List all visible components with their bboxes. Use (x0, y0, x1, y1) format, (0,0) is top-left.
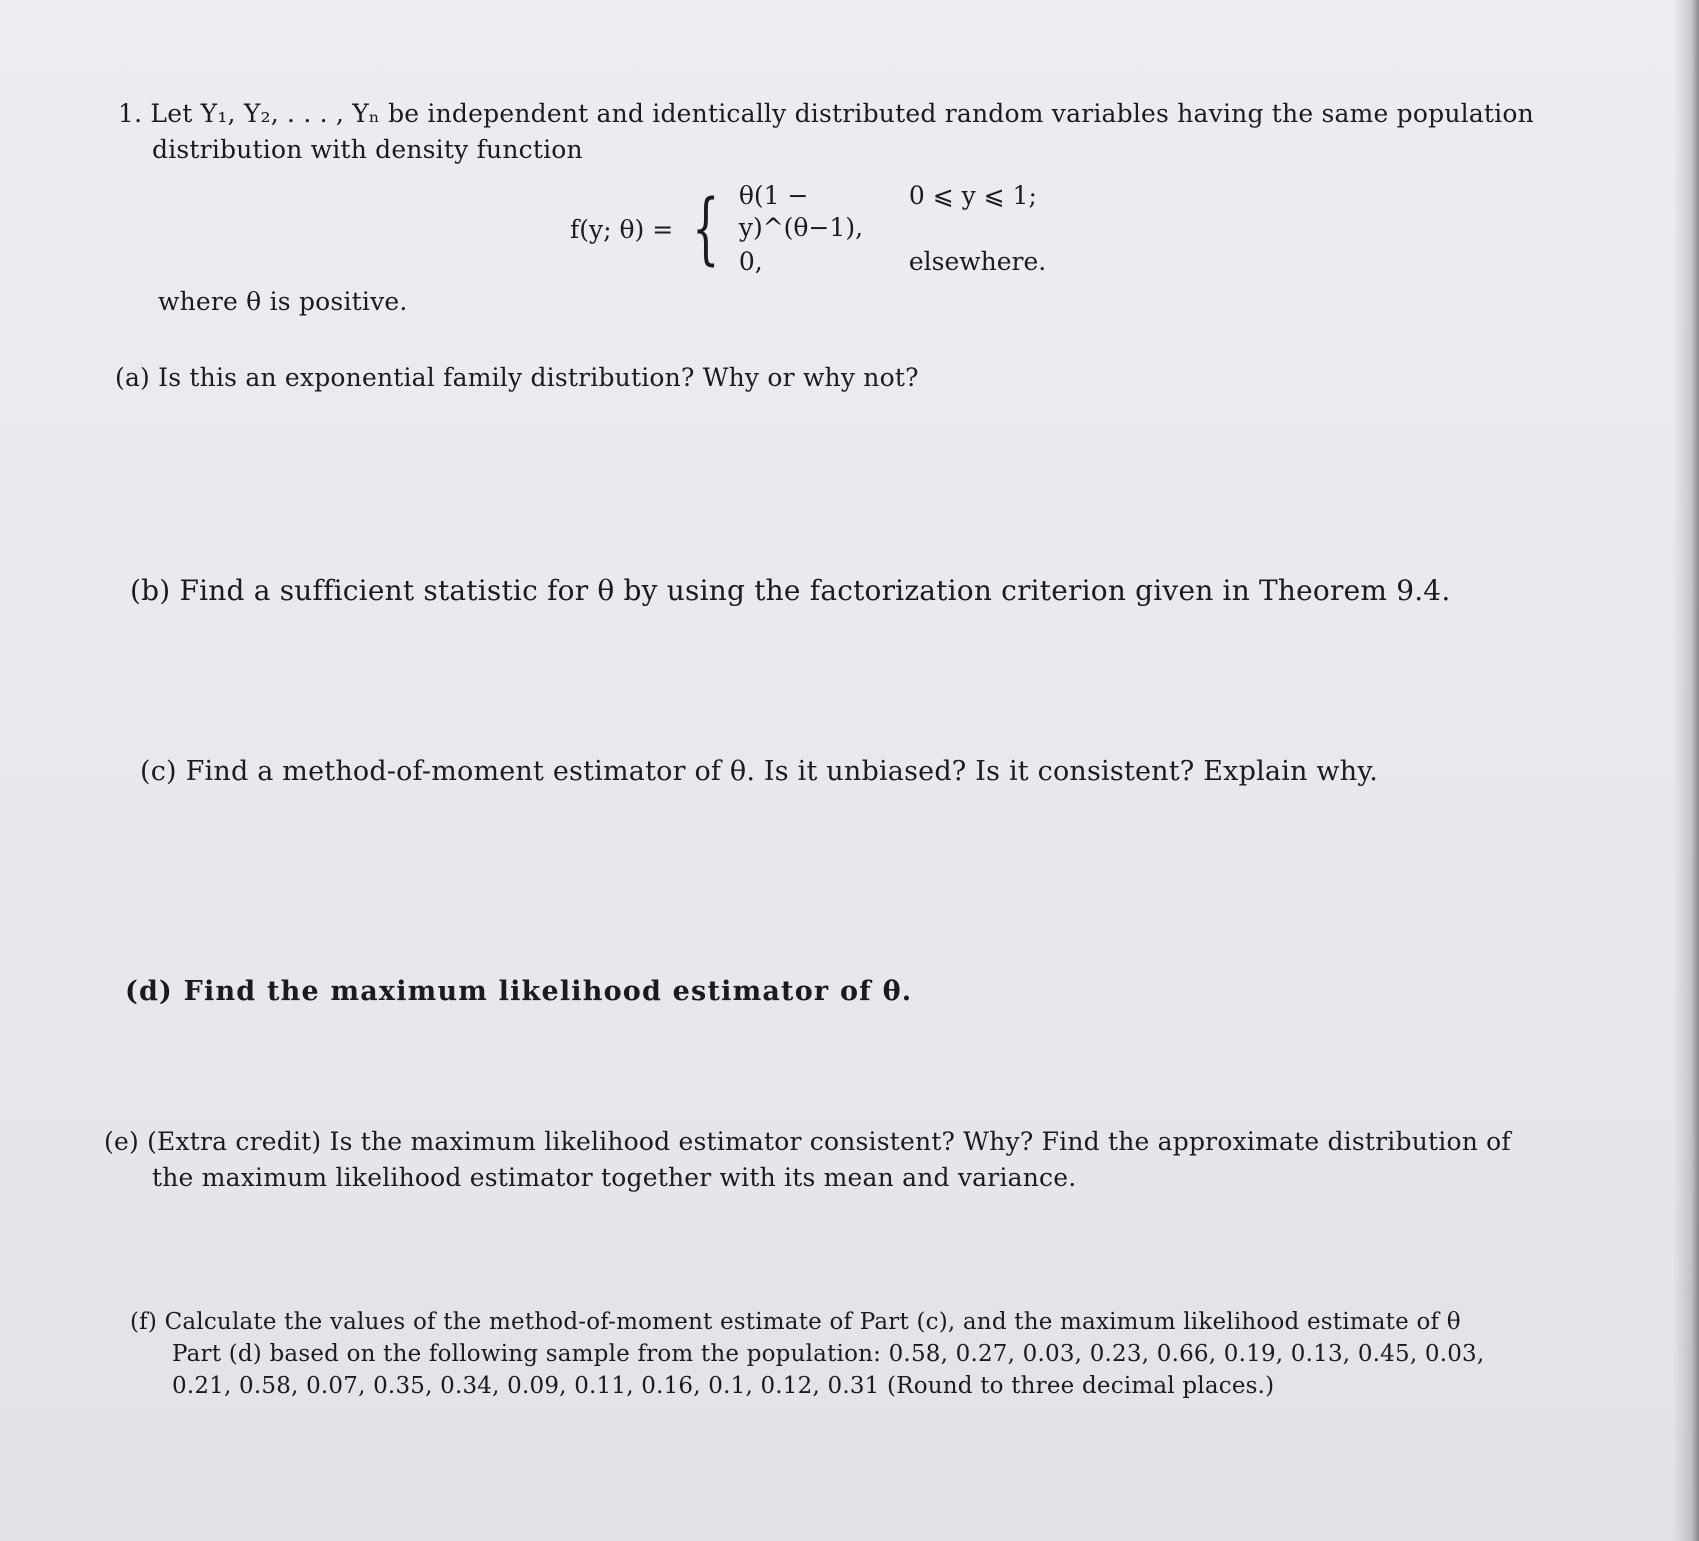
formula-brace: { (692, 184, 720, 274)
part-e-line-2: the maximum likelihood estimator together with its mean and variance. (152, 1163, 1077, 1192)
page-edge-shadow (1673, 0, 1699, 1541)
part-e-text-1: (Extra credit) Is the maximum likelihood estimator consistent? Why? Find the approximate distribution of (147, 1127, 1511, 1156)
part-c (140, 756, 1378, 788)
part-f-text-1: Calculate the values of the method-of-moment estimate of Part (c), and the maximum likelihood estimate of θ (164, 1309, 1461, 1335)
case-1-condition: 0 ⩽ y ⩽ 1; (908, 181, 1037, 210)
problem-number: 1. (118, 99, 143, 128)
part-b-label: (b) (130, 574, 171, 607)
part-b (130, 575, 1450, 607)
density-formula (570, 180, 1069, 278)
part-c-text: Find a method-of-moment estimator of θ. Is it unbiased? Is it consistent? Explain why. (185, 756, 1378, 787)
problem-intro-text-1: Let Y₁, Y₂, . . . , Yₙ be independent and identically distributed random variables having the same population (150, 99, 1534, 128)
case-2-condition: elsewhere. (908, 247, 1047, 276)
part-a-label: (a) (115, 363, 151, 392)
part-f-line-1 (130, 1306, 1461, 1338)
part-f-line-2: Part (d) based on the following sample from the population: 0.58, 0.27, 0.03, 0.23, 0.66, 0.19, 0.13, 0.45, 0.03, (172, 1341, 1485, 1367)
part-e-line-1 (104, 1126, 1511, 1158)
part-d-text: Find the maximum likelihood estimator of θ. (183, 976, 913, 1007)
part-d-label: (d) (125, 976, 174, 1007)
where-theta-positive: where θ is positive. (158, 287, 408, 316)
part-a (115, 362, 919, 394)
problem-intro-line-2: distribution with density function (152, 135, 583, 164)
part-e-label: (e) (104, 1127, 139, 1156)
part-f-label: (f) (130, 1309, 158, 1335)
part-b-text: Find a sufficient statistic for θ by using the factorization criterion given in Theorem 9.4. (179, 574, 1451, 607)
part-a-text: Is this an exponential family distribution? Why or why not? (158, 363, 919, 392)
part-d (125, 976, 912, 1008)
part-f-line-3: 0.21, 0.58, 0.07, 0.35, 0.34, 0.09, 0.11, 0.16, 0.1, 0.12, 0.31 (Round to three decimal places.) (172, 1373, 1275, 1399)
case-1-expression: θ(1 − y)^(θ−1), (738, 181, 864, 242)
case-2-expression: 0, (738, 247, 763, 276)
problem-intro-line-1 (118, 98, 1534, 130)
formula-lhs: f(y; θ) = (570, 214, 674, 244)
formula-cases (739, 180, 1069, 278)
part-c-label: (c) (140, 756, 177, 787)
